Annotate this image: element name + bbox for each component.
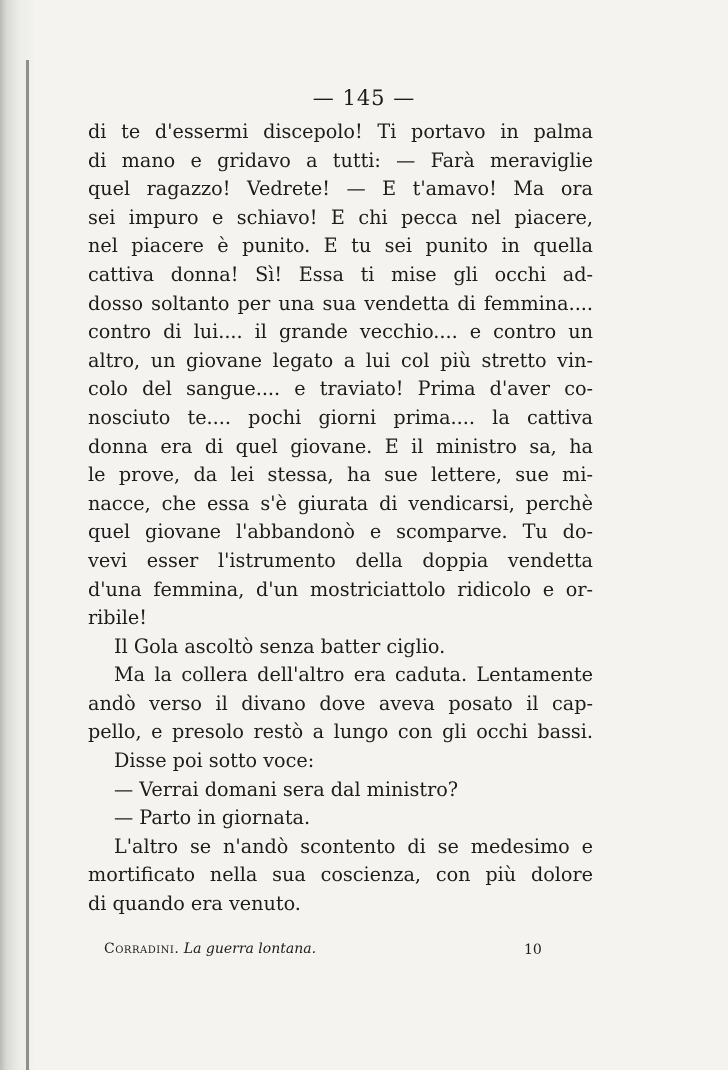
footer-book-title: La guerra lontana.: [183, 941, 317, 957]
footer-author: Corradini.: [104, 941, 180, 957]
paragraph-line: L'altro se n'andò scontento di se medesimo e: [114, 834, 593, 858]
paragraph-line: Ma la collera dell'altro era caduta. Lentamente: [114, 663, 593, 687]
page-binding-shadow-line: [26, 60, 29, 1070]
text-line: pello, e presolo restò a lungo con gli occhi bassi.: [88, 720, 593, 744]
text-line: cattiva donna! Sì! Essa ti mise gli occhi ad-: [88, 262, 593, 286]
text-line: sei impuro e schiavo! E chi pecca nel piacere,: [88, 205, 593, 229]
text-line: colo del sangue.... e traviato! Prima d'aver co-: [88, 377, 593, 401]
dialogue-line: — Verrai domani sera dal ministro?: [114, 777, 459, 801]
text-line: ribile!: [88, 606, 147, 630]
page-number: — 145 —: [312, 86, 416, 110]
text-line: altro, un giovane legato a lui col più stretto vin-: [88, 348, 593, 372]
text-line: quel giovane l'abbandonò e scomparve. Tu do-: [88, 520, 593, 544]
signature-mark: 10: [524, 942, 542, 958]
text-line: d'una femmina, d'un mostriciattolo ridicolo e or-: [88, 577, 593, 601]
text-line: di te d'essermi discepolo! Ti portavo in palma: [88, 120, 593, 143]
text-line: nel piacere è punito. E tu sei punito in quella: [88, 234, 593, 258]
text-line: andò verso il divano dove aveva posato il cap-: [88, 691, 593, 715]
text-line: di mano e gridavo a tutti: — Farà meraviglie: [88, 148, 593, 172]
text-line: dosso soltanto per una sua vendetta di femmina....: [88, 291, 593, 315]
body-text: [88, 118, 593, 919]
text-line: contro di lui.... il grande vecchio.... e contro un: [88, 320, 593, 344]
dialogue-line: — Parto in giornata.: [114, 806, 311, 830]
text-line: mortificato nella sua coscienza, con più dolore: [88, 863, 593, 887]
text-line: nosciuto te.... pochi giorni prima.... la cattiva: [88, 405, 593, 429]
text-line: quel ragazzo! Vedrete! — E t'amavo! Ma ora: [88, 177, 593, 201]
paragraph-line: Il Gola ascoltò senza batter ciglio.: [114, 634, 446, 658]
page-binding-edge: [0, 0, 36, 1070]
text-line: le prove, da lei stessa, ha sue lettere, sue mi-: [88, 463, 593, 487]
paragraph-line: Disse poi sotto voce:: [114, 749, 315, 773]
text-line: donna era di quel giovane. E il ministro sa, ha: [88, 434, 593, 458]
text-line: di quando era venuto.: [88, 892, 301, 916]
footer-credit: [104, 941, 544, 957]
text-line: vevi esser l'istrumento della doppia vendetta: [88, 548, 593, 572]
text-line: nacce, che essa s'è giurata di vendicarsi, perchè: [88, 491, 593, 515]
